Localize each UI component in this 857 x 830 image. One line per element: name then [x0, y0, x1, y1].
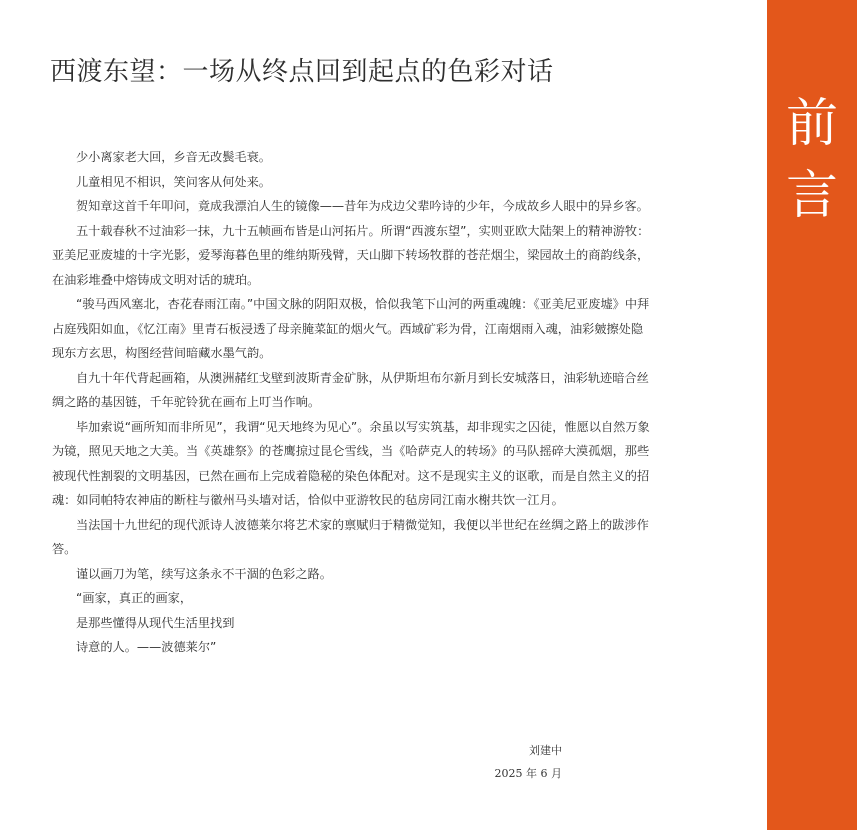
paragraph: 自九十年代背起画箱，从澳洲赭红戈壁到波斯青金矿脉，从伊斯坦布尔新月到长安城落日，油彩轨迹暗合丝绸之路的基因链，千年驼铃犹在画布上叮当作响。 — [52, 370, 649, 409]
side-accent-band — [767, 0, 857, 830]
paragraph: “骏马西风塞北，杏花春雨江南。”中国文脉的阴阳双极，恰似我笔下山河的两重魂魄：《亚美尼亚废墟》中拜占庭残阳如血，《忆江南》里青石板浸透了母亲腌菜缸的烟火气。西域矿彩为骨，江南烟雨入魂，油彩皴擦处隐现东方玄思，构图经营间暗藏水墨气韵。 — [52, 297, 650, 360]
paragraph: 毕加索说“画所知而非所见”，我谓“见天地终为见心”。余虽以写实筑基，却非现实之囚徒，惟愿以自然万象为镜，照见天地之大美。当《英雄祭》的苍鹰掠过昆仑雪线，当《哈萨克人的转场》的马队摇碎大漠孤烟，那些被现代性割裂的文明基因，已然在画布上完成着隐秘的染色体配对。这不是现实主义的讴歌，而是自然主义的招魂：如同帕特农神庙的断柱与徽州马头墙对话，恰似中亚游牧民的毡房同江南水榭共饮一江月。 — [52, 419, 650, 507]
quote-line-1: “画家，真正的画家， — [76, 591, 193, 605]
paragraph: 五十载春秋不过油彩一抹，九十五帧画布皆是山河拓片。所谓“西渡东望”，实则亚欧大陆架上的精神游牧：亚美尼亚废墟的十字光影，爱琴海暮色里的维纳斯残臂，天山脚下转场牧群的苍茫烟尘，梁园故土的商韵线条，在油彩堆叠中熔铸成文明对话的琥珀。 — [52, 223, 650, 287]
preface-body — [52, 145, 654, 660]
page-title: 西渡东望：一场从终点回到起点的色彩对话 — [50, 57, 554, 87]
poem-line-2: 儿童相见不相识，笑问客从何处来。 — [76, 174, 271, 189]
poem-line-1: 少小离家老大回，乡音无改鬓毛衰。 — [76, 150, 271, 164]
paragraph: 当法国十九世纪的现代派诗人波德莱尔将艺术家的禀赋归于精微觉知，我便以半世纪在丝绸之路上的跋涉作答。 — [52, 517, 649, 556]
paragraph: 谨以画刀为笔，续写这条永不干涸的色彩之路。 — [76, 566, 332, 581]
paragraph: 贺知章这首千年叩问，竟成我漂泊人生的镜像——昔年为戍边父辈吟诗的少年，今成故乡人眼中的异乡客。 — [76, 199, 649, 213]
author-signature: 刘建中 — [529, 744, 562, 757]
section-label-char-2: 言 — [785, 166, 838, 226]
section-label-preface — [767, 88, 857, 232]
section-label-char-1: 前 — [785, 94, 838, 154]
quote-line-2: 是那些懂得从现代生活里找到 — [76, 615, 235, 630]
signature-date: 2025 年 6 月 — [494, 767, 562, 780]
quote-line-3: 诗意的人。——波德莱尔” — [76, 640, 217, 654]
